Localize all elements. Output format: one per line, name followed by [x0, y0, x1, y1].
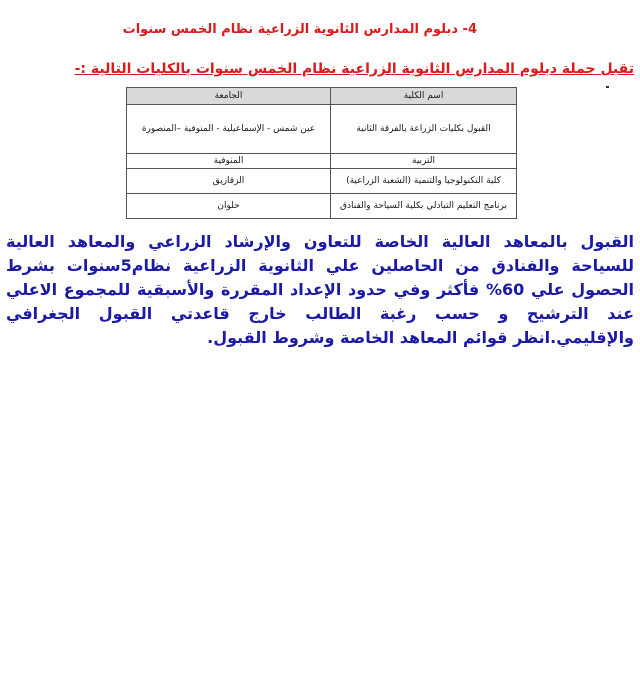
cell-university: الزقازيق: [127, 169, 331, 194]
table-row: [127, 194, 517, 219]
cell-college: التربية: [331, 154, 517, 169]
section-heading: 4- دبلوم المدارس الثانوية الزراعية نظام الخمس سنوات: [122, 22, 477, 37]
table-row: [127, 169, 517, 194]
table-row: [127, 154, 517, 169]
cell-university: عين شمس - الإسماعيلية - المنوفية –المنصورة: [127, 105, 331, 154]
section-subheading: تقبل حملة دبلوم المدارس الثانوية الزراعية نظام الخمس سنوات بالكليات التالية :-: [74, 61, 634, 77]
table-header-row: [127, 88, 517, 105]
stray-mark: [606, 86, 609, 88]
cell-college: القبول بكليات الزراعة بالفرقة الثانية: [331, 105, 517, 154]
colleges-table: [126, 87, 517, 219]
header-university: الجامعة: [127, 88, 331, 105]
table-row: [127, 105, 517, 154]
cell-university: المنوفية: [127, 154, 331, 169]
cell-college: كلية التكنولوجيا والتنمية (الشعبة الزراعية): [331, 169, 517, 194]
header-college: اسم الكلية: [331, 88, 517, 105]
admission-paragraph: القبول بالمعاهد العالية الخاصة للتعاون والإرشاد الزراعي والمعاهد العالية للسياحة والفنادق من الحاصلين علي الثانوية الزراعية نظام5سنوات بشرط الحصول علي 60% فأكثر وفي حدود الإعداد المقررة والأسبقية للمجموع الاعلي عند الترشيح و حسب رغبة الطالب خارج قاعدتي القبول الجغرافي والإقليمي.انظر قوائم المعاهد الخاصة وشروط القبول.: [6, 232, 634, 347]
cell-college: برنامج التعليم التبادلي بكلية السياحة والفنادق: [331, 194, 517, 219]
cell-university: حلوان: [127, 194, 331, 219]
